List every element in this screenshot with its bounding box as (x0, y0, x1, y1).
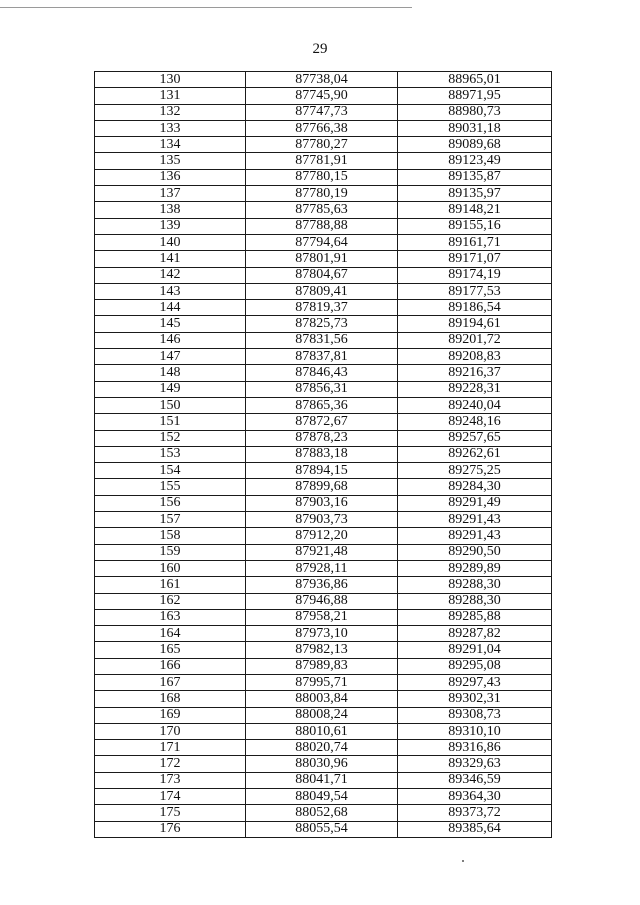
table-row (95, 300, 552, 316)
point-number-cell: 148 (95, 365, 246, 381)
y-coordinate-cell: 88971,95 (398, 88, 552, 104)
x-coordinate-cell: 87865,36 (246, 397, 398, 413)
y-coordinate-cell: 89316,86 (398, 740, 552, 756)
point-number-cell: 153 (95, 446, 246, 462)
x-coordinate-cell: 87946,88 (246, 593, 398, 609)
y-coordinate-cell: 88965,01 (398, 72, 552, 88)
x-coordinate-cell: 87809,41 (246, 283, 398, 299)
point-number-cell: 149 (95, 381, 246, 397)
table-row (95, 430, 552, 446)
point-number-cell: 137 (95, 186, 246, 202)
x-coordinate-cell: 88020,74 (246, 740, 398, 756)
table-row (95, 397, 552, 413)
x-coordinate-cell: 88030,96 (246, 756, 398, 772)
point-number-cell: 170 (95, 723, 246, 739)
x-coordinate-cell: 87766,38 (246, 120, 398, 136)
y-coordinate-cell: 89208,83 (398, 349, 552, 365)
table-row (95, 349, 552, 365)
x-coordinate-cell: 87903,73 (246, 512, 398, 528)
point-number-cell: 135 (95, 153, 246, 169)
table-row (95, 88, 552, 104)
x-coordinate-cell: 87899,68 (246, 479, 398, 495)
table-row (95, 528, 552, 544)
y-coordinate-cell: 89346,59 (398, 772, 552, 788)
table-row (95, 234, 552, 250)
point-number-cell: 161 (95, 577, 246, 593)
point-number-cell: 168 (95, 691, 246, 707)
x-coordinate-cell: 87973,10 (246, 626, 398, 642)
table-row (95, 821, 552, 837)
table-row (95, 609, 552, 625)
x-coordinate-cell: 88041,71 (246, 772, 398, 788)
y-coordinate-cell: 89240,04 (398, 397, 552, 413)
point-number-cell: 165 (95, 642, 246, 658)
point-number-cell: 131 (95, 88, 246, 104)
table-row (95, 186, 552, 202)
x-coordinate-cell: 87921,48 (246, 544, 398, 560)
y-coordinate-cell: 89291,43 (398, 528, 552, 544)
point-number-cell: 132 (95, 104, 246, 120)
y-coordinate-cell: 89288,30 (398, 577, 552, 593)
x-coordinate-cell: 88010,61 (246, 723, 398, 739)
y-coordinate-cell: 89385,64 (398, 821, 552, 837)
point-number-cell: 141 (95, 251, 246, 267)
coordinates-table (94, 71, 552, 838)
x-coordinate-cell: 87989,83 (246, 658, 398, 674)
point-number-cell: 173 (95, 772, 246, 788)
x-coordinate-cell: 87819,37 (246, 300, 398, 316)
table-row (95, 560, 552, 576)
point-number-cell: 152 (95, 430, 246, 446)
table-row (95, 414, 552, 430)
y-coordinate-cell: 89171,07 (398, 251, 552, 267)
table-row (95, 332, 552, 348)
point-number-cell: 171 (95, 740, 246, 756)
x-coordinate-cell: 87801,91 (246, 251, 398, 267)
table-row (95, 251, 552, 267)
point-number-cell: 156 (95, 495, 246, 511)
y-coordinate-cell: 89291,43 (398, 512, 552, 528)
point-number-cell: 154 (95, 463, 246, 479)
point-number-cell: 160 (95, 560, 246, 576)
x-coordinate-cell: 88052,68 (246, 805, 398, 821)
table-row (95, 218, 552, 234)
table-row (95, 658, 552, 674)
point-number-cell: 145 (95, 316, 246, 332)
y-coordinate-cell: 89248,16 (398, 414, 552, 430)
x-coordinate-cell: 88008,24 (246, 707, 398, 723)
y-coordinate-cell: 89135,87 (398, 169, 552, 185)
table-row (95, 772, 552, 788)
x-coordinate-cell: 87747,73 (246, 104, 398, 120)
x-coordinate-cell: 87856,31 (246, 381, 398, 397)
point-number-cell: 143 (95, 283, 246, 299)
x-coordinate-cell: 87794,64 (246, 234, 398, 250)
point-number-cell: 147 (95, 349, 246, 365)
point-number-cell: 163 (95, 609, 246, 625)
point-number-cell: 138 (95, 202, 246, 218)
x-coordinate-cell: 87903,16 (246, 495, 398, 511)
y-coordinate-cell: 89148,21 (398, 202, 552, 218)
x-coordinate-cell: 87872,67 (246, 414, 398, 430)
point-number-cell: 134 (95, 137, 246, 153)
y-coordinate-cell: 89201,72 (398, 332, 552, 348)
y-coordinate-cell: 89295,08 (398, 658, 552, 674)
y-coordinate-cell: 89308,73 (398, 707, 552, 723)
point-number-cell: 164 (95, 626, 246, 642)
x-coordinate-cell: 88049,54 (246, 789, 398, 805)
table-row (95, 707, 552, 723)
top-rule (0, 7, 412, 8)
y-coordinate-cell: 89257,65 (398, 430, 552, 446)
y-coordinate-cell: 89161,71 (398, 234, 552, 250)
table-row (95, 153, 552, 169)
y-coordinate-cell: 89155,16 (398, 218, 552, 234)
y-coordinate-cell: 89285,88 (398, 609, 552, 625)
y-coordinate-cell: 89302,31 (398, 691, 552, 707)
table-row (95, 104, 552, 120)
table-row (95, 642, 552, 658)
y-coordinate-cell: 89329,63 (398, 756, 552, 772)
y-coordinate-cell: 89177,53 (398, 283, 552, 299)
x-coordinate-cell: 87928,11 (246, 560, 398, 576)
y-coordinate-cell: 89216,37 (398, 365, 552, 381)
x-coordinate-cell: 87912,20 (246, 528, 398, 544)
point-number-cell: 166 (95, 658, 246, 674)
point-number-cell: 158 (95, 528, 246, 544)
x-coordinate-cell: 87785,63 (246, 202, 398, 218)
table-row (95, 72, 552, 88)
point-number-cell: 146 (95, 332, 246, 348)
y-coordinate-cell: 89373,72 (398, 805, 552, 821)
table-row (95, 137, 552, 153)
table-row (95, 169, 552, 185)
point-number-cell: 176 (95, 821, 246, 837)
y-coordinate-cell: 89287,82 (398, 626, 552, 642)
table-row (95, 120, 552, 136)
table-row (95, 316, 552, 332)
x-coordinate-cell: 87982,13 (246, 642, 398, 658)
point-number-cell: 150 (95, 397, 246, 413)
y-coordinate-cell: 89228,31 (398, 381, 552, 397)
point-number-cell: 155 (95, 479, 246, 495)
point-number-cell: 140 (95, 234, 246, 250)
point-number-cell: 144 (95, 300, 246, 316)
y-coordinate-cell: 89186,54 (398, 300, 552, 316)
point-number-cell: 159 (95, 544, 246, 560)
table-row (95, 577, 552, 593)
y-coordinate-cell: 89194,61 (398, 316, 552, 332)
x-coordinate-cell: 87936,86 (246, 577, 398, 593)
x-coordinate-cell: 88003,84 (246, 691, 398, 707)
point-number-cell: 130 (95, 72, 246, 88)
table-row (95, 267, 552, 283)
point-number-cell: 175 (95, 805, 246, 821)
y-coordinate-cell: 89089,68 (398, 137, 552, 153)
y-coordinate-cell: 88980,73 (398, 104, 552, 120)
x-coordinate-cell: 87788,88 (246, 218, 398, 234)
y-coordinate-cell: 89290,50 (398, 544, 552, 560)
y-coordinate-cell: 89288,30 (398, 593, 552, 609)
x-coordinate-cell: 88055,54 (246, 821, 398, 837)
table-row (95, 626, 552, 642)
table-row (95, 283, 552, 299)
y-coordinate-cell: 89135,97 (398, 186, 552, 202)
x-coordinate-cell: 87780,15 (246, 169, 398, 185)
x-coordinate-cell: 87738,04 (246, 72, 398, 88)
point-number-cell: 167 (95, 674, 246, 690)
table-row (95, 740, 552, 756)
table-row (95, 479, 552, 495)
x-coordinate-cell: 87878,23 (246, 430, 398, 446)
point-number-cell: 139 (95, 218, 246, 234)
table-row (95, 512, 552, 528)
x-coordinate-cell: 87894,15 (246, 463, 398, 479)
y-coordinate-cell: 89284,30 (398, 479, 552, 495)
y-coordinate-cell: 89262,61 (398, 446, 552, 462)
page-number: 29 (312, 41, 328, 57)
point-number-cell: 142 (95, 267, 246, 283)
y-coordinate-cell: 89031,18 (398, 120, 552, 136)
x-coordinate-cell: 87745,90 (246, 88, 398, 104)
point-number-cell: 174 (95, 789, 246, 805)
x-coordinate-cell: 87781,91 (246, 153, 398, 169)
point-number-cell: 162 (95, 593, 246, 609)
y-coordinate-cell: 89291,49 (398, 495, 552, 511)
x-coordinate-cell: 87831,56 (246, 332, 398, 348)
x-coordinate-cell: 87780,19 (246, 186, 398, 202)
x-coordinate-cell: 87825,73 (246, 316, 398, 332)
point-number-cell: 136 (95, 169, 246, 185)
scan-speck (462, 860, 464, 862)
y-coordinate-cell: 89123,49 (398, 153, 552, 169)
y-coordinate-cell: 89310,10 (398, 723, 552, 739)
y-coordinate-cell: 89289,89 (398, 560, 552, 576)
table-row (95, 593, 552, 609)
x-coordinate-cell: 87846,43 (246, 365, 398, 381)
point-number-cell: 172 (95, 756, 246, 772)
table-row (95, 691, 552, 707)
table-row (95, 723, 552, 739)
point-number-cell: 133 (95, 120, 246, 136)
table-row (95, 365, 552, 381)
table-row (95, 789, 552, 805)
point-number-cell: 151 (95, 414, 246, 430)
table-row (95, 381, 552, 397)
x-coordinate-cell: 87883,18 (246, 446, 398, 462)
table-row (95, 446, 552, 462)
table-body (95, 72, 552, 838)
point-number-cell: 157 (95, 512, 246, 528)
x-coordinate-cell: 87804,67 (246, 267, 398, 283)
table-row (95, 202, 552, 218)
table-row (95, 544, 552, 560)
table-row (95, 495, 552, 511)
x-coordinate-cell: 87780,27 (246, 137, 398, 153)
y-coordinate-cell: 89275,25 (398, 463, 552, 479)
y-coordinate-cell: 89174,19 (398, 267, 552, 283)
table-row (95, 463, 552, 479)
point-number-cell: 169 (95, 707, 246, 723)
x-coordinate-cell: 87995,71 (246, 674, 398, 690)
x-coordinate-cell: 87958,21 (246, 609, 398, 625)
table-row (95, 805, 552, 821)
table-row (95, 756, 552, 772)
x-coordinate-cell: 87837,81 (246, 349, 398, 365)
table-row (95, 674, 552, 690)
y-coordinate-cell: 89297,43 (398, 674, 552, 690)
y-coordinate-cell: 89291,04 (398, 642, 552, 658)
y-coordinate-cell: 89364,30 (398, 789, 552, 805)
